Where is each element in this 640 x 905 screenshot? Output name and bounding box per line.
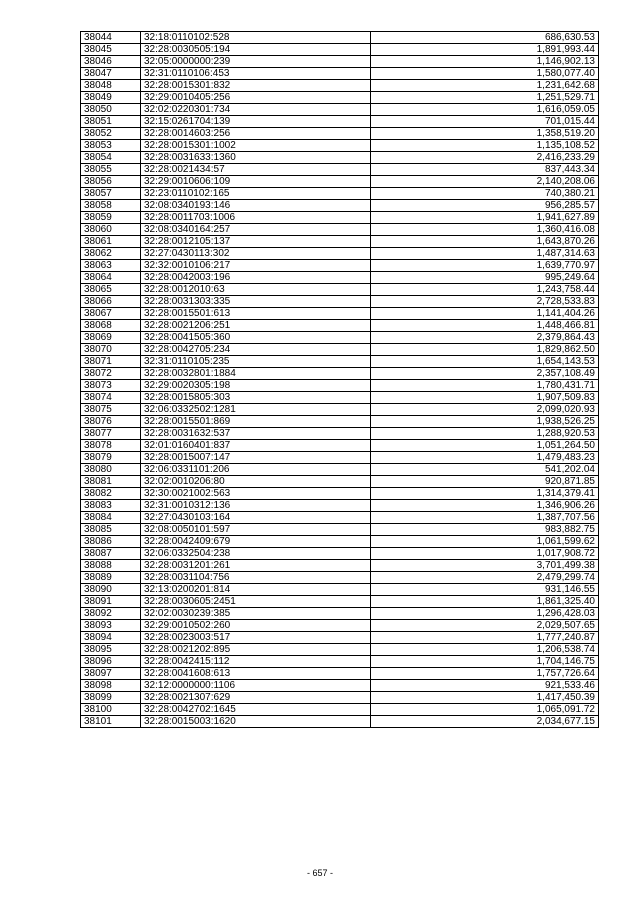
row-number-cell: 38052 xyxy=(81,128,141,140)
page-number: - 657 - xyxy=(306,868,333,878)
cadastral-number-cell: 32:28:0011703:1006 xyxy=(141,212,371,224)
cadastral-number-cell: 32:28:0015805:303 xyxy=(141,392,371,404)
table-row xyxy=(81,140,599,152)
value-cell: 956,285.57 xyxy=(371,200,599,212)
table-row xyxy=(81,584,599,596)
value-cell: 1,065,091.72 xyxy=(371,704,599,716)
value-cell: 1,757,726.64 xyxy=(371,668,599,680)
value-cell: 2,140,208.06 xyxy=(371,176,599,188)
row-number-cell: 38064 xyxy=(81,272,141,284)
row-number-cell: 38085 xyxy=(81,524,141,536)
cadastral-number-cell: 32:31:0110105:235 xyxy=(141,356,371,368)
row-number-cell: 38094 xyxy=(81,632,141,644)
registry-table xyxy=(80,31,599,728)
value-cell: 740,380.21 xyxy=(371,188,599,200)
row-number-cell: 38069 xyxy=(81,332,141,344)
table-row xyxy=(81,416,599,428)
cadastral-number-cell: 32:28:0030605:2451 xyxy=(141,596,371,608)
cadastral-number-cell: 32:29:0010405:256 xyxy=(141,92,371,104)
table-row xyxy=(81,512,599,524)
cadastral-number-cell: 32:28:0012105:137 xyxy=(141,236,371,248)
cadastral-number-cell: 32:28:0042415:112 xyxy=(141,656,371,668)
value-cell: 931,146.55 xyxy=(371,584,599,596)
cadastral-number-cell: 32:30:0021002:563 xyxy=(141,488,371,500)
value-cell: 920,871.85 xyxy=(371,476,599,488)
table-row xyxy=(81,200,599,212)
value-cell: 1,051,264.50 xyxy=(371,440,599,452)
value-cell: 1,448,466.81 xyxy=(371,320,599,332)
row-number-cell: 38073 xyxy=(81,380,141,392)
value-cell: 1,938,526.25 xyxy=(371,416,599,428)
cadastral-number-cell: 32:05:0000000:239 xyxy=(141,56,371,68)
row-number-cell: 38087 xyxy=(81,548,141,560)
value-cell: 1,146,902.13 xyxy=(371,56,599,68)
cadastral-number-cell: 32:02:0030239:385 xyxy=(141,608,371,620)
value-cell: 1,777,240.87 xyxy=(371,632,599,644)
table-row xyxy=(81,236,599,248)
table-row xyxy=(81,248,599,260)
table-row xyxy=(81,296,599,308)
cadastral-number-cell: 32:12:0000000:1106 xyxy=(141,680,371,692)
row-number-cell: 38099 xyxy=(81,692,141,704)
row-number-cell: 38098 xyxy=(81,680,141,692)
table-row xyxy=(81,440,599,452)
table-row xyxy=(81,344,599,356)
cadastral-number-cell: 32:28:0032801:1884 xyxy=(141,368,371,380)
value-cell: 2,099,020.93 xyxy=(371,404,599,416)
value-cell: 1,387,707.56 xyxy=(371,512,599,524)
table-row xyxy=(81,596,599,608)
table-row xyxy=(81,524,599,536)
row-number-cell: 38045 xyxy=(81,44,141,56)
row-number-cell: 38068 xyxy=(81,320,141,332)
row-number-cell: 38100 xyxy=(81,704,141,716)
table-row xyxy=(81,260,599,272)
cadastral-number-cell: 32:28:0015501:869 xyxy=(141,416,371,428)
cadastral-number-cell: 32:28:0042409:679 xyxy=(141,536,371,548)
value-cell: 1,360,416.08 xyxy=(371,224,599,236)
cadastral-number-cell: 32:31:0110106:453 xyxy=(141,68,371,80)
row-number-cell: 38058 xyxy=(81,200,141,212)
table-row xyxy=(81,356,599,368)
table-row xyxy=(81,668,599,680)
cadastral-number-cell: 32:29:0020305:198 xyxy=(141,380,371,392)
row-number-cell: 38066 xyxy=(81,296,141,308)
cadastral-number-cell: 32:06:0331101:206 xyxy=(141,464,371,476)
value-cell: 983,882.75 xyxy=(371,524,599,536)
table-row xyxy=(81,632,599,644)
cadastral-number-cell: 32:28:0030505:194 xyxy=(141,44,371,56)
row-number-cell: 38090 xyxy=(81,584,141,596)
table-row xyxy=(81,656,599,668)
value-cell: 686,630.53 xyxy=(371,32,599,44)
cadastral-number-cell: 32:28:0042003:196 xyxy=(141,272,371,284)
value-cell: 1,639,770.97 xyxy=(371,260,599,272)
row-number-cell: 38049 xyxy=(81,92,141,104)
table-row xyxy=(81,368,599,380)
row-number-cell: 38093 xyxy=(81,620,141,632)
table-row xyxy=(81,56,599,68)
cadastral-number-cell: 32:28:0012010:63 xyxy=(141,284,371,296)
value-cell: 1,643,870.26 xyxy=(371,236,599,248)
table-row xyxy=(81,320,599,332)
value-cell: 2,379,864.43 xyxy=(371,332,599,344)
row-number-cell: 38084 xyxy=(81,512,141,524)
table-row xyxy=(81,428,599,440)
table-row xyxy=(81,332,599,344)
cadastral-number-cell: 32:02:0010206:80 xyxy=(141,476,371,488)
value-cell: 3,701,499.38 xyxy=(371,560,599,572)
cadastral-number-cell: 32:01:0160401:837 xyxy=(141,440,371,452)
table-row xyxy=(81,164,599,176)
cadastral-number-cell: 32:28:0015501:613 xyxy=(141,308,371,320)
cadastral-number-cell: 32:28:0042705:234 xyxy=(141,344,371,356)
value-cell: 1,135,108.52 xyxy=(371,140,599,152)
cadastral-number-cell: 32:15:0261704:139 xyxy=(141,116,371,128)
cadastral-number-cell: 32:18:0110102:528 xyxy=(141,32,371,44)
row-number-cell: 38075 xyxy=(81,404,141,416)
cadastral-number-cell: 32:28:0021202:895 xyxy=(141,644,371,656)
row-number-cell: 38059 xyxy=(81,212,141,224)
table-row xyxy=(81,152,599,164)
cadastral-number-cell: 32:27:0430103:164 xyxy=(141,512,371,524)
table-row xyxy=(81,392,599,404)
cadastral-number-cell: 32:28:0021434:57 xyxy=(141,164,371,176)
row-number-cell: 38070 xyxy=(81,344,141,356)
value-cell: 1,296,428.03 xyxy=(371,608,599,620)
cadastral-number-cell: 32:28:0015007:147 xyxy=(141,452,371,464)
row-number-cell: 38086 xyxy=(81,536,141,548)
row-number-cell: 38050 xyxy=(81,104,141,116)
table-row xyxy=(81,500,599,512)
table-row xyxy=(81,272,599,284)
table-row xyxy=(81,104,599,116)
table-row xyxy=(81,488,599,500)
row-number-cell: 38076 xyxy=(81,416,141,428)
cadastral-number-cell: 32:28:0015301:1002 xyxy=(141,140,371,152)
cadastral-number-cell: 32:08:0340164:257 xyxy=(141,224,371,236)
table-row xyxy=(81,692,599,704)
value-cell: 2,034,677.15 xyxy=(371,716,599,728)
table-row xyxy=(81,80,599,92)
table-row xyxy=(81,68,599,80)
row-number-cell: 38077 xyxy=(81,428,141,440)
table-row xyxy=(81,284,599,296)
table-row xyxy=(81,716,599,728)
cadastral-number-cell: 32:08:0340193:146 xyxy=(141,200,371,212)
value-cell: 921,533.46 xyxy=(371,680,599,692)
table-row xyxy=(81,380,599,392)
value-cell: 1,358,519.20 xyxy=(371,128,599,140)
value-cell: 1,941,627.89 xyxy=(371,212,599,224)
value-cell: 1,061,599.62 xyxy=(371,536,599,548)
cadastral-number-cell: 32:28:0031303:335 xyxy=(141,296,371,308)
value-cell: 1,017,908.72 xyxy=(371,548,599,560)
table-row xyxy=(81,476,599,488)
row-number-cell: 38044 xyxy=(81,32,141,44)
table-row xyxy=(81,32,599,44)
row-number-cell: 38072 xyxy=(81,368,141,380)
cadastral-number-cell: 32:28:0031201:261 xyxy=(141,560,371,572)
value-cell: 2,029,507.65 xyxy=(371,620,599,632)
row-number-cell: 38065 xyxy=(81,284,141,296)
table-row xyxy=(81,128,599,140)
cadastral-number-cell: 32:28:0021307:629 xyxy=(141,692,371,704)
value-cell: 1,829,862.50 xyxy=(371,344,599,356)
row-number-cell: 38061 xyxy=(81,236,141,248)
row-number-cell: 38047 xyxy=(81,68,141,80)
cadastral-number-cell: 32:06:0332502:1281 xyxy=(141,404,371,416)
value-cell: 1,251,529.71 xyxy=(371,92,599,104)
value-cell: 1,346,906.26 xyxy=(371,500,599,512)
row-number-cell: 38079 xyxy=(81,452,141,464)
row-number-cell: 38053 xyxy=(81,140,141,152)
cadastral-number-cell: 32:28:0023003:517 xyxy=(141,632,371,644)
table-row xyxy=(81,704,599,716)
value-cell: 1,704,146.75 xyxy=(371,656,599,668)
value-cell: 1,141,404.26 xyxy=(371,308,599,320)
row-number-cell: 38051 xyxy=(81,116,141,128)
value-cell: 1,861,325.40 xyxy=(371,596,599,608)
row-number-cell: 38082 xyxy=(81,488,141,500)
value-cell: 541,202.04 xyxy=(371,464,599,476)
row-number-cell: 38055 xyxy=(81,164,141,176)
row-number-cell: 38067 xyxy=(81,308,141,320)
row-number-cell: 38078 xyxy=(81,440,141,452)
row-number-cell: 38096 xyxy=(81,656,141,668)
row-number-cell: 38083 xyxy=(81,500,141,512)
row-number-cell: 38071 xyxy=(81,356,141,368)
row-number-cell: 38081 xyxy=(81,476,141,488)
cadastral-number-cell: 32:08:0050101:597 xyxy=(141,524,371,536)
table-row xyxy=(81,560,599,572)
cadastral-number-cell: 32:28:0041608:613 xyxy=(141,668,371,680)
value-cell: 837,443.34 xyxy=(371,164,599,176)
value-cell: 1,654,143.53 xyxy=(371,356,599,368)
cadastral-number-cell: 32:28:0041505:360 xyxy=(141,332,371,344)
value-cell: 2,357,108.49 xyxy=(371,368,599,380)
cadastral-number-cell: 32:29:0010502:260 xyxy=(141,620,371,632)
table-row xyxy=(81,116,599,128)
row-number-cell: 38092 xyxy=(81,608,141,620)
row-number-cell: 38057 xyxy=(81,188,141,200)
registry-table-body xyxy=(81,32,599,728)
table-row xyxy=(81,644,599,656)
row-number-cell: 38048 xyxy=(81,80,141,92)
cadastral-number-cell: 32:31:0010312:136 xyxy=(141,500,371,512)
cadastral-number-cell: 32:28:0014603:256 xyxy=(141,128,371,140)
row-number-cell: 38060 xyxy=(81,224,141,236)
row-number-cell: 38080 xyxy=(81,464,141,476)
row-number-cell: 38046 xyxy=(81,56,141,68)
row-number-cell: 38062 xyxy=(81,248,141,260)
value-cell: 1,243,758.44 xyxy=(371,284,599,296)
row-number-cell: 38097 xyxy=(81,668,141,680)
table-row xyxy=(81,608,599,620)
cadastral-number-cell: 32:28:0031104:756 xyxy=(141,572,371,584)
table-row xyxy=(81,308,599,320)
value-cell: 701,015.44 xyxy=(371,116,599,128)
value-cell: 1,231,642.68 xyxy=(371,80,599,92)
value-cell: 1,417,450.39 xyxy=(371,692,599,704)
row-number-cell: 38063 xyxy=(81,260,141,272)
table-row xyxy=(81,224,599,236)
row-number-cell: 38091 xyxy=(81,596,141,608)
value-cell: 2,416,233.29 xyxy=(371,152,599,164)
value-cell: 1,314,379.41 xyxy=(371,488,599,500)
value-cell: 1,487,314.63 xyxy=(371,248,599,260)
row-number-cell: 38056 xyxy=(81,176,141,188)
table-row xyxy=(81,536,599,548)
table-row xyxy=(81,212,599,224)
row-number-cell: 38101 xyxy=(81,716,141,728)
table-row xyxy=(81,680,599,692)
row-number-cell: 38088 xyxy=(81,560,141,572)
cadastral-number-cell: 32:28:0021206:251 xyxy=(141,320,371,332)
row-number-cell: 38054 xyxy=(81,152,141,164)
table-row xyxy=(81,176,599,188)
cadastral-number-cell: 32:32:0010106:217 xyxy=(141,260,371,272)
value-cell: 1,907,509.83 xyxy=(371,392,599,404)
cadastral-number-cell: 32:27:0430113:302 xyxy=(141,248,371,260)
value-cell: 1,780,431.71 xyxy=(371,380,599,392)
value-cell: 1,288,920.53 xyxy=(371,428,599,440)
table-row xyxy=(81,620,599,632)
value-cell: 1,479,483.23 xyxy=(371,452,599,464)
row-number-cell: 38074 xyxy=(81,392,141,404)
cadastral-number-cell: 32:28:0031632:537 xyxy=(141,428,371,440)
table-row xyxy=(81,404,599,416)
value-cell: 1,891,993.44 xyxy=(371,44,599,56)
value-cell: 995,249.64 xyxy=(371,272,599,284)
table-row xyxy=(81,548,599,560)
row-number-cell: 38089 xyxy=(81,572,141,584)
row-number-cell: 38095 xyxy=(81,644,141,656)
value-cell: 1,580,077.40 xyxy=(371,68,599,80)
value-cell: 2,728,533.83 xyxy=(371,296,599,308)
table-row xyxy=(81,572,599,584)
cadastral-number-cell: 32:29:0010606:109 xyxy=(141,176,371,188)
cadastral-number-cell: 32:28:0015301:832 xyxy=(141,80,371,92)
cadastral-number-cell: 32:06:0332504:238 xyxy=(141,548,371,560)
table-row xyxy=(81,44,599,56)
cadastral-number-cell: 32:23:0110102:165 xyxy=(141,188,371,200)
value-cell: 1,206,538.74 xyxy=(371,644,599,656)
cadastral-number-cell: 32:28:0015003:1620 xyxy=(141,716,371,728)
cadastral-number-cell: 32:28:0031633:1360 xyxy=(141,152,371,164)
table-row xyxy=(81,452,599,464)
value-cell: 1,616,059.05 xyxy=(371,104,599,116)
value-cell: 2,479,299.74 xyxy=(371,572,599,584)
cadastral-number-cell: 32:28:0042702:1645 xyxy=(141,704,371,716)
table-row xyxy=(81,92,599,104)
table-row xyxy=(81,188,599,200)
cadastral-number-cell: 32:13:0200201:814 xyxy=(141,584,371,596)
cadastral-number-cell: 32:02:0220301:734 xyxy=(141,104,371,116)
table-row xyxy=(81,464,599,476)
